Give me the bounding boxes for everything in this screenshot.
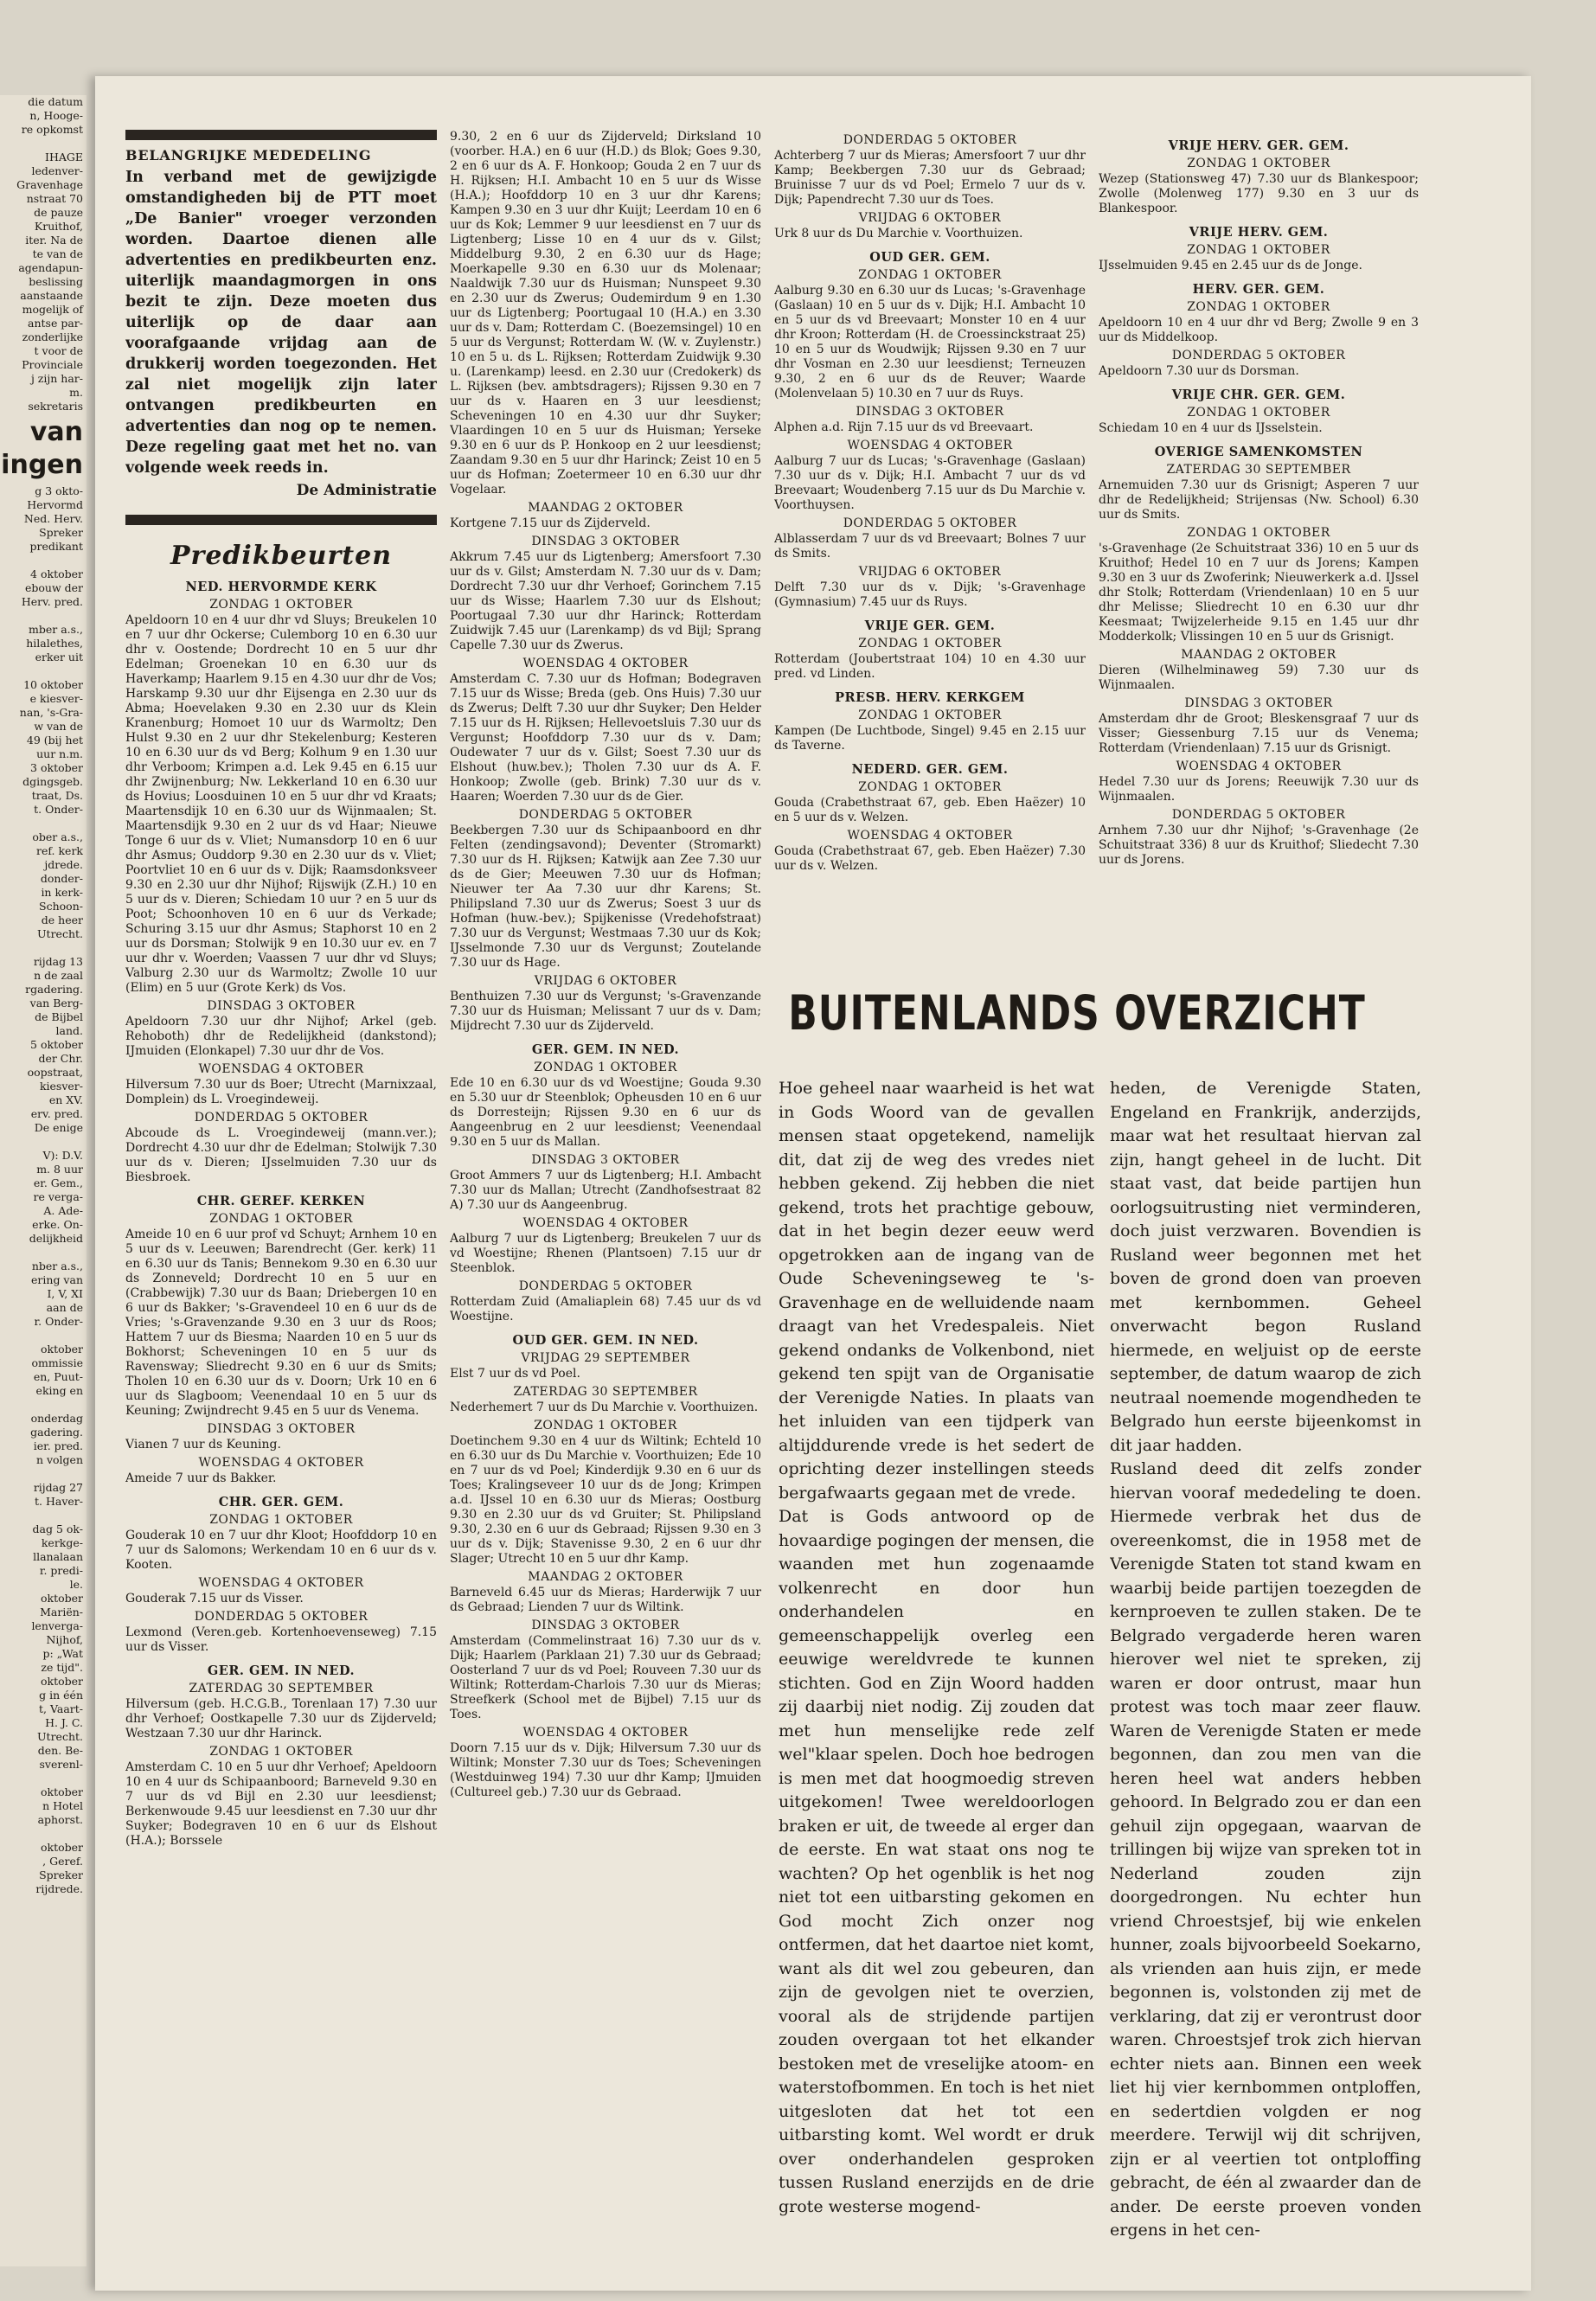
left-fragment-line: oktober (40, 1785, 83, 1798)
day-heading: ZONDAG 1 OKTOBER (209, 1745, 353, 1759)
left-fragment-line: rijdag 13 (33, 955, 83, 968)
day-heading: MAANDAG 2 OKTOBER (528, 1570, 683, 1584)
left-fragment-line: Spreker (39, 526, 83, 539)
service-listing: Arnhem 7.30 uur dhr Nijhof; 's-Gravenhage (2e Schuitstraat 336) 8 uur ds Kruithof; Sliedecht 7.30 uur ds Jorens. (1099, 824, 1419, 867)
left-fragment-line (0, 1398, 87, 1412)
day-heading: ZONDAG 1 OKTOBER (1187, 243, 1330, 257)
left-fragment-line: en, Puut- (33, 1370, 83, 1383)
left-fragment-line (0, 1509, 87, 1522)
day-heading: ZONDAG 1 OKTOBER (1187, 526, 1330, 540)
column-4 (1099, 130, 1419, 960)
day-heading: VRIJDAG 29 SEPTEMBER (521, 1351, 690, 1365)
left-fragment-line: r. Onder- (34, 1315, 83, 1328)
left-fragment-line: A. Ade- (43, 1204, 83, 1217)
day-heading: MAANDAG 2 OKTOBER (1181, 648, 1336, 662)
service-listing: Achterberg 7 uur ds Mieras; Amersfoort 7 uur dhr Kamp; Beekbergen 7.30 uur ds Gebraad; Bruinisse 7 uur ds vd Poel; Ermelo 7 uur ds v. Dijk; Papendrecht 7.30 uur ds Toes. (774, 149, 1086, 207)
service-listing: Amsterdam dhr de Groot; Bleskensgraaf 7 uur ds Visser; Giessenburg 7.15 uur ds Venema; Rotterdam (Vriendenlaan) 7.15 uur ds Grisnigt. (1099, 712, 1419, 755)
day-heading: ZONDAG 1 OKTOBER (209, 598, 353, 612)
left-page-fragment (0, 95, 87, 2266)
day-heading: ZONDAG 1 OKTOBER (1187, 300, 1330, 314)
article-paragraph: heden, de Verenigde Staten, Engeland en Frankrijk, anderzijds, maar wat het resultaat hiervan zal zijn, hangt geheel in de lucht. Dit staat vast, dat beide partijen hun oorlogsuitrusting niet verminderen, doch juist verzwaren. Bovendien is Rusland weer begonnen met het boven de grond doen van proeven met kernbommen. Geheel onverwacht begon Rusland hiermede, en weljuist op de eerste september, de datum waarop de zich neutraal noemende mogendheden te Belgrado hun eerste bijeenkomst in dit jaar hadden. (1110, 1079, 1421, 1455)
church-heading: GER. GEM. IN NED. (207, 1663, 356, 1678)
left-fragment-line: agendapun- (18, 261, 83, 274)
service-listing: Schiedam 10 en 4 uur ds IJsselstein. (1099, 421, 1323, 435)
left-fragment-line: g 3 okto- (35, 484, 83, 497)
left-fragment-line: in kerk- (41, 886, 83, 899)
left-fragment-line: de Bijbel (35, 1010, 83, 1023)
day-heading: VRIJDAG 6 OKTOBER (534, 974, 677, 988)
left-fragment-line: delijkheid (29, 1232, 83, 1245)
service-listing: Gouderak 10 en 7 uur dhr Kloot; Hoofddorp 10 en 7 uur ds Salomons; Werkendam 10 en 6 uur ds v. Kooten. (125, 1529, 437, 1572)
left-fragment-line: onderdag (30, 1412, 83, 1425)
left-fragment-line: ier. pred. (33, 1439, 83, 1452)
left-fragment-line: oktober (40, 1841, 83, 1854)
left-fragment-line: oktober (40, 1343, 83, 1356)
left-fragment-lines-top (0, 95, 87, 413)
day-heading: WOENSDAG 4 OKTOBER (522, 657, 689, 670)
left-fragment-line: Provinciale (22, 358, 83, 371)
day-heading: WOENSDAG 4 OKTOBER (847, 829, 1013, 843)
church-heading: PRESB. HERV. KERKGEM (835, 690, 1025, 705)
left-fragment-line: V): D.V. (42, 1149, 83, 1162)
day-heading: DONDERDAG 5 OKTOBER (1171, 349, 1346, 362)
church-heading: OUD GER. GEM. IN NED. (512, 1333, 699, 1348)
notice-signature: De Administratie (296, 482, 437, 499)
left-fragment-line: iter. Na de (25, 234, 83, 247)
left-fragment-line: Utrecht. (37, 1730, 83, 1743)
left-fragment-line: n, Hooge- (29, 109, 83, 122)
service-listing: Wezep (Stationsweg 47) 7.30 uur ds Blankespoor; Zwolle (Molenweg 177) 9.30 en 3 uur ds Blankespoor. (1099, 172, 1419, 215)
service-listing: Akkrum 7.45 uur ds Ligtenberg; Amersfoort 7.30 uur ds v. Gilst; Amsterdam N. 7.30 uur ds v. Dam; Dordrecht 7.30 uur dhr Verhoef; Gorinchem 7.15 uur ds Wisse; Haarlem 7.30 uur ds Elshout; Poortugaal 7.30 uur dhr Harinck; Rotterdam Zuidwijk 7.45 uur (Larenkamp) ds vd Bijl; Sprang Capelle 7.30 uur ds Zwerus. (450, 550, 761, 652)
left-fragment-line (0, 1246, 87, 1259)
left-fragment-line: n Hotel (42, 1799, 83, 1812)
left-fragment-line: predikant (29, 540, 83, 553)
day-heading: DINSDAG 3 OKTOBER (531, 1618, 680, 1632)
left-fragment-line (0, 1772, 87, 1785)
day-heading: DINSDAG 3 OKTOBER (207, 999, 356, 1013)
left-fragment-line: der Chr. (38, 1052, 83, 1065)
day-heading: DONDERDAG 5 OKTOBER (518, 808, 693, 822)
day-heading: WOENSDAG 4 OKTOBER (198, 1576, 364, 1590)
service-listing: Barneveld 6.45 uur ds Mieras; Harderwijk 7 uur ds Gebraad; Lienden 7 uur ds Wiltink. (450, 1586, 761, 1614)
left-fragment-line: den. Be- (37, 1744, 83, 1757)
church-heading: NEDERD. GER. GEM. (851, 762, 1009, 777)
left-fragment-line: de heer (41, 913, 83, 926)
left-fragment-line: Kruithof, (34, 220, 83, 233)
article-paragraph: Dat is Gods antwoord op de hovaardige pogingen der mensen, die waanden met hun zogenaamde volkenrecht en door hun onderhandelen en gemeenschappelijk overleg een eeuwige wereldvrede te kunnen stichten. God en Zijn Woord hadden zij daarbij niet nodig. Zij zouden dat met hun menselijke rede zelf wel"klaar spelen. Doch hoe bedrogen is men met dat hoogmoedig streven uitgekomen! Twee wereldoorlogen braken er uit, de tweede al erger dan de eerste. En wat staat ons nog te wachten? Op het ogenblik is het nog niet tot een uitbarsting gekomen en God mocht Zich onzer nog ontfermen, dat het daartoe niet komt, want als dit wel zou gebeuren, dan zijn de gevolgen niet te overzien, vooral als de strijdende partijen zouden overgaan tot het elkander bestoken met de vreselijke atoom- en waterstofbommen. En toch is het niet uitgesloten dat het tot een uitbarsting komt. Wel wordt er druk over onderhandelen gesproken tussen Rusland enerzijds en de drie grote westerse mogend- (779, 1507, 1094, 2216)
day-heading: WOENSDAG 4 OKTOBER (847, 439, 1013, 452)
left-fragment-line: kiesver- (39, 1080, 83, 1093)
left-fragment-line: aan de (46, 1301, 83, 1314)
left-fragment-line: rgadering. (25, 983, 83, 996)
left-fragment-line: Nijhof, (46, 1633, 83, 1646)
left-fragment-heading-2: ingen (1, 450, 83, 480)
left-fragment-line: ebouw der (24, 581, 83, 594)
service-listing: Apeldoorn 7.30 uur ds Dorsman. (1099, 364, 1299, 378)
left-fragment-line: oktober (40, 1592, 83, 1605)
left-fragment-line: erker uit (35, 651, 83, 663)
left-fragment-line: mogelijk of (22, 303, 83, 316)
left-fragment-line: re verga- (33, 1190, 83, 1203)
day-heading: DONDERDAG 5 OKTOBER (1171, 808, 1346, 822)
day-heading: WOENSDAG 4 OKTOBER (522, 1216, 689, 1230)
service-listing: Urk 8 uur ds Du Marchie v. Voorthuizen. (774, 227, 1023, 240)
day-heading: ZATERDAG 30 SEPTEMBER (1166, 463, 1351, 477)
left-fragment-line: r. predi- (39, 1564, 83, 1577)
left-fragment-line: donder- (40, 872, 83, 885)
service-listing: Doorn 7.15 uur ds v. Dijk; Hilversum 7.30 uur ds Wiltink; Monster 7.30 uur ds Toes; Scheveningen (Westduinweg 194) 7.30 uur dhr Kamp; IJmuiden (Cultureel geb.) 7.30 uur ds Gebraad. (450, 1741, 761, 1799)
left-fragment-line: sverenl- (39, 1758, 83, 1771)
day-heading: ZONDAG 1 OKTOBER (858, 780, 1002, 794)
day-heading: DONDERDAG 5 OKTOBER (843, 133, 1017, 147)
left-fragment-line: 4 oktober (30, 567, 83, 580)
day-heading: DINSDAG 3 OKTOBER (531, 1153, 680, 1167)
notice-bottom-rule (125, 515, 437, 525)
service-listing: Amsterdam C. 7.30 uur ds Hofman; Bodegraven 7.15 uur ds Wisse; Breda (geb. Ons Huis) 7.30 uur ds Zwerus; Delft 7.30 uur dhr Suyker; Den Helder 7.15 uur ds H. Rijksen; Hellevoetsluis 7.30 uur ds Vergunst; Hoofddorp 7.30 uur ds v. Dam; Oudewater 7 uur ds v. Gilst; Soest 7.30 uur ds Elshout (huw.bev.); Tholen 7.30 uur ds A. F. Honkoop; Zwolle (geb. Brink) 7.30 uur ds v. Haaren; Woerden 7.30 uur ds de Gier. (450, 672, 761, 804)
service-listing: Gouda (Crabethstraat 67, geb. Eben Haëzer) 7.30 uur ds v. Welzen. (774, 844, 1086, 873)
left-fragment-line: g in één (39, 1689, 83, 1702)
left-fragment-line: j zijn har- (30, 372, 83, 385)
left-fragment-line (0, 1135, 87, 1149)
service-listing: IJsselmuiden 9.45 en 2.45 uur ds de Jonge. (1099, 259, 1362, 272)
left-fragment-line: m. (69, 386, 83, 399)
column-2-listings (450, 130, 761, 1800)
service-listing: Ameide 10 en 6 uur prof vd Schuyt; Arnhem 10 en 5 uur ds v. Leeuwen; Barendrecht (Ger. kerk) 11 en 6.30 uur ds Tanis; Bennekom 9.30 en 6.30 uur ds Zonneveld; Dordrecht 10 en 5 uur en (Crabbewijk) 7.30 uur ds Baan; Driebergen 10 en 6 uur ds Bakker; 's-Gravendeel 10 en 6 uur ds de Vries; 's-Gravenzande 9.30 en 3 uur ds Roos; Hattem 7 uur ds Biesma; Naarden 10 en 5 uur ds Bokhorst; Scheveningen 10 en 5 uur ds Ravensway; Sliedrecht 9.30 en 6 uur ds Smits; Tholen 10 en 6.30 uur ds v. Doorn; Urk 10 en 6 uur ds Slagboom; Veenendaal 10 en 5 uur ds Keuning; Zwijndrecht 9.45 en 5 uur ds Venema. (125, 1227, 437, 1418)
day-heading: VRIJDAG 6 OKTOBER (858, 211, 1002, 225)
day-heading: WOENSDAG 4 OKTOBER (198, 1062, 364, 1076)
day-heading: DINSDAG 3 OKTOBER (531, 535, 680, 548)
service-listing: Ede 10 en 6.30 uur ds vd Woestijne; Gouda 9.30 en 5.30 uur dr Steenblok; Opheusden 10 en 6 uur ds Dorresteijn; Rijssen 9.30 en 6 uur ds Aangeenbrug en 2 uur leesdienst; Veenendaal 9.30 en 5 uur ds Mallan. (450, 1076, 761, 1149)
service-listing: Kampen (De Luchtbode, Singel) 9.45 en 2.15 uur ds Taverne. (774, 724, 1086, 753)
notice-top-rule (125, 130, 437, 140)
service-listing: Kortgene 7.15 uur ds Zijderveld. (450, 516, 651, 530)
left-fragment-line: dag 5 ok- (32, 1522, 83, 1535)
left-fragment-line: nber a.s., (31, 1259, 83, 1272)
day-heading: WOENSDAG 4 OKTOBER (198, 1456, 364, 1470)
day-heading: ZONDAG 1 OKTOBER (209, 1212, 353, 1226)
service-listing: Vianen 7 uur ds Keuning. (125, 1438, 281, 1452)
left-fragment-line: aphorst. (37, 1813, 83, 1826)
left-fragment-line: er. Gem., (33, 1176, 83, 1189)
day-heading: ZATERDAG 30 SEPTEMBER (513, 1385, 698, 1399)
service-listing: Rotterdam (Joubertstraat 104) 10 en 4.30 uur pred. vd Linden. (774, 652, 1086, 681)
left-fragment-line: p: „Wat (42, 1647, 83, 1660)
article-column-right (1110, 1077, 1421, 2279)
service-listing: Lexmond (Veren.geb. Kortenhoevenseweg) 7.15 uur ds Visser. (125, 1625, 437, 1654)
day-heading: DONDERDAG 5 OKTOBER (194, 1610, 369, 1624)
service-listing: Hilversum (geb. H.C.G.B., Torenlaan 17) 7.30 uur dhr Verhoef; Oostkapelle 7.30 uur ds Zijderveld; Westzaan 7.30 uur dhr Harinck. (125, 1697, 437, 1740)
left-fragment-line: kerkge- (41, 1536, 83, 1549)
left-fragment-line: Gravenhage (16, 178, 83, 191)
church-heading: VRIJE HERV. GEM. (1189, 225, 1329, 240)
service-listing: Elst 7 uur ds vd Poel. (450, 1367, 580, 1381)
day-heading: ZONDAG 1 OKTOBER (858, 268, 1002, 282)
left-fragment-line: t voor de (34, 344, 83, 357)
left-fragment-lines-bottom (0, 484, 87, 1896)
left-fragment-line: 5 oktober (30, 1038, 83, 1051)
left-fragment-line: mber a.s., (29, 623, 83, 636)
left-fragment-line: sekretaris (28, 400, 83, 413)
article-paragraph: Hoe geheel naar waarheid is het wat in Gods Woord van de gevallen mensen staat opgetekend, namelijk dit, dat zij de weg des vredes niet hebben gekend. Zij hebben die niet gekend, trots het prachtige gebouw, dat in het begin dezer eeuw werd opgetrokken aan de ingang van de Oude Scheveningseweg te 's-Gravenhage en de welluidende naam draagt van het Vredespaleis. Niet gekend ondanks de Volkenbond, niet gekend ten spijt van de Organisatie der Verenigde Naties. In plaats van het inluiden van een tijdperk van altijddurende vrede is het sedert de oprichting dezer instellingen steeds bergafwaarts gegaan met de vrede. (779, 1079, 1094, 1503)
service-listing: 9.30, 2 en 6 uur ds Zijderveld; Dirksland 10 (voorber. H.A.) en 6 uur (H.D.) ds Blok; Goes 9.30, 2 en 6 uur ds A. F. Honkoop; Gouda 2 en 7 uur ds H. Rijksen; H.I. Ambacht 10 en 5 uur ds Wisse (H.A.); Hoofddorp 10 en 3 uur dhr Karens; Kampen 9.30 en 3 uur dhr Kuijt; Leerdam 10 en 6 uur ds Kok; Lemmer 9 uur leesdienst en 7 uur ds Ligtenberg; Lisse 10 en 4 uur ds v. Gilst; Middelburg 9.30, 2 en 6.30 uur ds Hage; Moerkapelle 9.30 en 6.30 uur ds Molenaar; Naaldwijk 7.30 uur ds Huisman; Nunspeet 9.30 en 2.30 uur ds Zwerus; Oudemirdum 9 en 1.30 uur ds Ligtenberg; Poortugaal 10 (H.A.) en 3.30 uur ds v. Dam; Rotterdam C. (Boezemsingel) 10 en 5 uur ds Vergunst; Rotterdam W. (W. v. Zuylenstr.) 10 en 5 u. ds L. Rijksen; Rotterdam Zuidwijk 9.30 u. (Larenkamp) leesd. en 2.30 uur (Credokerk) ds L. Rijksen (bev. ambtsdragers); Rijssen 9.30 en 7 uur ds v. Haaren en 3 uur leesdienst; Scheveningen 10 en 4.30 uur dhr Suyker; Vlaardingen 10 en 5 uur ds Huisman; Yerseke 9.30 en 6 uur ds P. Honkoop en 2 uur leesdienst; Zaandam 9.30 en 5 uur dhr Harinck; Zeist 10 en 5 uur ds Hofman; Zoetermeer 10 en 6.30 uur dhr Vogelaar. (450, 130, 761, 497)
left-fragment-line: rijdrede. (35, 1882, 83, 1895)
service-listing: 's-Gravenhage (2e Schuitstraat 336) 10 en 5 uur ds Kruithof; Hedel 10 en 7 uur ds Jorens; Kampen 9.30 en 3 uur ds Zwoferink; Nieuwerkerk a.d. IJssel dhr Stolk; Rotterdam (Vriendenlaan) 10 en 5 uur dhr Melisse; Sliedrecht 10 en 6.30 uur dhr Keesmaat; Twijzelerheide 9.15 en 1.45 uur dhr Modderkolk; Vlissingen 10 en 5 uur ds Grisnigt. (1099, 542, 1419, 644)
left-fragment-line: ommissie (31, 1356, 83, 1369)
day-heading: DONDERDAG 5 OKTOBER (843, 516, 1017, 530)
day-heading: ZONDAG 1 OKTOBER (1187, 157, 1330, 170)
left-fragment-line: w van de (34, 720, 83, 733)
left-fragment-line: eking en (35, 1384, 83, 1397)
left-fragment-line: nstraat 70 (26, 192, 83, 205)
service-listing: Apeldoorn 10 en 4 uur dhr vd Berg; Zwolle 9 en 3 uur ds Middelkoop. (1099, 316, 1419, 344)
day-heading: ZONDAG 1 OKTOBER (1187, 406, 1330, 420)
article-paragraph: Rusland deed dit zelfs zonder hiervan vooraf mededeling te doen. Hiermede verbrak het dus de overeenkomst, die in 1958 met de Verenigde Staten tot stand kwam en waarbij beide partijen toezegden de kernproeven te zullen staken. De te Belgrado vergaderde heren waren hierover wel niet te spreken, zij waren er door ontrust, maar hun protest was toch maar zeer flauw. Waren de Verenigde Staten er mede begonnen, dan zou men van die heren heel wat anders hebben gehoord. In Belgrado zou er dan een gehuil zijn opgegaan, waarvan de trillingen bij wijze van spreken tot in Nederland zouden zijn doorgedrongen. Nu echter hun vriend Chroestsjef, bij wie enkelen hunner, zoals bijvoorbeeld Soekarno, als vrienden aan huis zijn, er mede begonnen is, volstonden zij met de verklaring, dat zij er verontrust door waren. Chroestsjef trok zich hiervan echter niets aan. Binnen een week liet hij vier kernbommen ontploffen, en sedertdien volgden er nog meerdere. Terwijl wij dit schrijven, zijn er al veertien tot ontploffing gebracht, de één al zwaarder dan de ander. De eerste proeven vonden ergens in het cen- (1110, 1459, 1421, 2240)
church-heading: VRIJE HERV. GER. GEM. (1168, 138, 1349, 153)
left-fragment-line: , Geref. (42, 1855, 83, 1868)
left-fragment-line: de pauze (34, 206, 83, 219)
day-heading: DONDERDAG 5 OKTOBER (194, 1111, 369, 1125)
left-fragment-line: dgingsgeb. (22, 775, 83, 788)
left-fragment-line: llanalaan (33, 1550, 83, 1563)
column-1-listings (125, 580, 437, 1849)
service-listing: Alblasserdam 7 uur ds vd Breevaart; Bolnes 7 uur ds Smits. (774, 532, 1086, 561)
left-fragment-line: van Berg- (29, 997, 83, 1009)
service-listing: Apeldoorn 7.30 uur dhr Nijhof; Arkel (geb. Rehoboth) dhr de Redelijkheid (dankstond); IJmuiden (Elonkapel) 7.30 uur dhr de Vos. (125, 1015, 437, 1058)
column-3-listings (774, 133, 1086, 874)
left-fragment-line: Mariën- (40, 1606, 83, 1618)
service-listing: Benthuizen 7.30 uur ds Vergunst; 's-Gravenzande 7.30 uur ds Huisman; Melissant 7 uur ds v. Dam; Mijdrecht 7.30 uur ds Zijderveld. (450, 990, 761, 1033)
left-fragment-line: nan, 's-Gra- (19, 706, 83, 719)
church-heading: OVERIGE SAMENKOMSTEN (1154, 445, 1363, 459)
left-fragment-line: aanstaande (20, 289, 83, 302)
day-heading: DINSDAG 3 OKTOBER (207, 1422, 356, 1436)
left-fragment-line (0, 137, 87, 151)
church-heading: VRIJE CHR. GER. GEM. (1171, 388, 1346, 402)
church-heading: VRIJE GER. GEM. (864, 619, 996, 633)
service-listing: Gouda (Crabethstraat 67, geb. Eben Haëzer) 10 en 5 uur ds v. Welzen. (774, 796, 1086, 824)
left-fragment-line: m. 8 uur (36, 1163, 83, 1176)
church-heading: OUD GER. GEM. (869, 250, 990, 265)
left-fragment-line: zonderlijke (22, 330, 83, 343)
left-fragment-line: Schoon- (39, 900, 83, 913)
left-fragment-line: 10 oktober (23, 678, 83, 691)
service-listing: Alphen a.d. Rijn 7.15 uur ds vd Breevaart. (774, 420, 1034, 434)
left-fragment-line: IHAGE (45, 151, 83, 163)
left-fragment-line: t. Haver- (35, 1495, 83, 1508)
left-fragment-line: antse par- (28, 317, 83, 330)
left-fragment-line: oktober (40, 1675, 83, 1688)
church-heading: NED. HERVORMDE KERK (185, 580, 377, 594)
left-fragment-line: Utrecht. (37, 927, 83, 940)
service-listing: Delft 7.30 uur ds v. Dijk; 's-Gravenhage (Gymnasium) 7.45 uur ds Ruys. (774, 580, 1086, 609)
left-fragment-heading-1: van (29, 417, 83, 447)
day-heading: ZONDAG 1 OKTOBER (534, 1061, 677, 1074)
left-fragment-line: en XV. (48, 1093, 83, 1106)
left-fragment-line (0, 1467, 87, 1481)
notice-box (125, 147, 437, 499)
section-title-predikbeurten: Predikbeurten (170, 541, 393, 571)
day-heading: WOENSDAG 4 OKTOBER (1176, 760, 1342, 773)
left-fragment-line: oopstraat, (27, 1066, 83, 1079)
left-fragment-line: Hervormd (27, 498, 83, 511)
left-fragment-line: Ned. Herv. (23, 512, 83, 525)
left-fragment-line: hilalethes, (26, 637, 83, 650)
service-listing: Aalburg 9.30 en 6.30 uur ds Lucas; 's-Gravenhage (Gaslaan) 10 en 5 uur ds v. Dijk; H.I. Ambacht 10 en 5 uur ds vd Breevaart; Monster 10 en 4 uur dhr Kroon; Rotterdam (H. de Croessinckstraat 25) 10 en 5 uur ds Woudwijk; Rijssen 9.30 en 7 uur dhr Vosman en 2.30 uur leesdienst; Terneuzen 9.30, 2 en 6 uur ds de Reuver; Waarde (Molenvelaan 5) 10.30 en 7 uur ds Ruys. (774, 284, 1086, 401)
left-fragment-line (0, 554, 87, 567)
service-listing: Dieren (Wilhelminaweg 59) 7.30 uur ds Wijnmaalen. (1099, 663, 1419, 692)
left-fragment-line: traat, Ds. (31, 789, 83, 802)
service-listing: Nederhemert 7 uur ds Du Marchie v. Voorthuizen. (450, 1400, 759, 1414)
service-listing: Amsterdam (Commelinstraat 16) 7.30 uur ds v. Dijk; Haarlem (Parklaan 21) 7.30 uur ds Gebraad; Oosterland 7 uur ds vd Poel; Rouveen 7.30 uur ds Wiltink; Rotterdam-Charlois 7.30 uur ds Mieras; Streefkerk (School met de Bijbel) 7.15 uur ds Toes. (450, 1634, 761, 1721)
left-fragment-line: 3 oktober (30, 761, 83, 774)
left-fragment-line: De enige (34, 1121, 83, 1134)
left-fragment-line: Spreker (39, 1868, 83, 1881)
left-fragment-line (0, 1827, 87, 1841)
church-heading: GER. GEM. IN NED. (531, 1042, 680, 1057)
left-fragment-line: ze tijd". (41, 1661, 83, 1674)
day-heading: ZONDAG 1 OKTOBER (209, 1513, 353, 1527)
day-heading: ZONDAG 1 OKTOBER (858, 637, 1002, 651)
left-fragment-line: I, V, XI (47, 1287, 83, 1300)
left-fragment-line: ering van (31, 1273, 83, 1286)
left-fragment-line: erv. pred. (30, 1107, 83, 1120)
notice-text: In verband met de gewijzigde omstandigheden bij de PTT moet „De Banier" vroeger verzonden worden. Daartoe dienen alle advertenties en predikbeurten enz. uiterlijk maandagmorgen in ons bezit te zijn. Deze moeten dus uiterlijk op de daar aan voorafgaande vrijdag aan de drukkerij worden toegezonden. Het zal niet mogelijk zijn later ontvangen predikbeurten en advertenties dan nog op te nemen. Deze regeling gaat met het no. van volgende week reeds in. (125, 169, 437, 477)
article-column-left (779, 1077, 1094, 2279)
service-listing: Hilversum 7.30 uur ds Boer; Utrecht (Marnixzaal, Domplein) ds L. Vroegindeweij. (125, 1078, 437, 1106)
service-listing: Beekbergen 7.30 uur ds Schipaanboord en dhr Felten (zendingsavond); Deventer (Stromarkt) 7.30 uur ds H. Rijksen; Katwijk aan Zee 7.30 uur ds de Gier; Meeuwen 7.30 uur ds Hofman; Nieuwer ter Aa 7.30 uur dhr Karens; St. Philipsland 7.30 uur ds Zwerus; Soest 3 uur ds Hofman (huw.-bev.); Spijkenisse (Vredehofstraat) 7.30 uur ds Vergunst; Westmaas 7.30 uur ds Kok; IJsselmonde 7.30 uur ds Vergunst; Zoutelande 7.30 uur ds Hage. (450, 824, 761, 970)
service-listing: Rotterdam Zuid (Amaliaplein 68) 7.45 uur ds vd Woestijne. (450, 1295, 761, 1324)
left-fragment-line: 49 (bij het (26, 734, 83, 747)
day-heading: DONDERDAG 5 OKTOBER (518, 1279, 693, 1293)
service-listing: Groot Ammers 7 uur ds Ligtenberg; H.I. Ambacht 7.30 uur ds Mallan; Utrecht (Zandhofsestraat 82 A) 7.30 uur ds Aangeenbrug. (450, 1169, 761, 1212)
left-fragment-line (0, 1329, 87, 1343)
service-listing: Hedel 7.30 uur ds Jorens; Reeuwijk 7.30 uur ds Wijnmaalen. (1099, 775, 1419, 804)
day-heading: DINSDAG 3 OKTOBER (856, 405, 1004, 419)
left-fragment-line: re opkomst (21, 123, 83, 136)
left-fragment-line: Herv. pred. (21, 595, 83, 608)
left-fragment-line: H. J. C. (45, 1716, 83, 1729)
left-fragment-line: die datum (28, 95, 83, 108)
left-fragment-line: e kiesver- (29, 692, 83, 705)
left-fragment-line: beslissing (29, 275, 83, 288)
left-fragment-line: te van de (32, 247, 83, 260)
church-heading: HERV. GER. GEM. (1192, 282, 1325, 297)
left-fragment-line (0, 664, 87, 678)
left-fragment-line: t. Onder- (34, 803, 83, 816)
left-fragment-line: lenverga- (31, 1619, 83, 1632)
left-fragment-line: ledenver- (31, 164, 83, 177)
service-listing: Arnemuiden 7.30 uur ds Grisnigt; Asperen 7 uur dhr de Redelijkheid; Strijensas (Nw. School) 6.30 uur ds Smits. (1099, 478, 1419, 522)
service-listing: Gouderak 7.15 uur ds Visser. (125, 1592, 304, 1606)
left-fragment-line: n volgen (35, 1453, 83, 1466)
service-listing: Apeldoorn 10 en 4 uur dhr vd Sluys; Breukelen 10 en 7 uur dhr Ockerse; Culemborg 10 en 6.30 uur dhr v. Oostende; Dordrecht 10 en 5 uur dhr Edelman; Groenekan 10 en 6.30 uur ds Haverkamp; Haarlem 9.15 en 4.30 uur dhr de Vos; Harskamp 9.30 uur dhr Eijsenga en 2.30 uur ds Abma; Hoevelaken 9.30 en 2.30 uur ds Klein Kranenburg; Homoet 10 uur ds Warmoltz; Den Hulst 9.30 en 2 uur dhr Stekelenburg; Kesteren 10 en 6.30 uur ds vd Berg; Kolhum 9 en 1.30 uur dhr Verboom; Krimpen a.d. Lek 9.45 en 6.15 uur dhr Zwijnenburg; Nw. Lekkerland 10 en 6.30 uur ds Hovius; Loosduinen 10 en 5 uur dhr vd Kraats; Maartensdijk 10 en 6.30 uur ds Wijnmaalen; St. Maartensdijk 9.30 en 2 uur ds vd Haar; Nieuwe Tonge 6 uur ds v. Vliet; Numansdorp 10 en 6 uur dhr Asmus; Ouddorp 9.30 en 2.30 uur ds v. Vliet; Poortvliet 10 en 6 uur ds v. Dijk; Raamsdonksveer 9.30 en 2.30 uur dhr Nijhof; Rijswijk (Z.H.) 10 en 5 uur ds v. Dieren; Schiedam 10 uur ? en 5 uur ds Poot; Schoonhoven 10 en 6 uur ds Verkade; Schuring 3.15 uur dhr Asmus; Staphorst 10 en 2 uur ds Dorsman; Stolwijk 9 en 10.30 uur ev. en 7 uur dhr v. Woerden; Vaassen 7 uur dhr vd Sluys; Valburg 2.30 uur ds Warmoltz; Zwolle 10 uur (Elim) en 5 uur (Grote Kerk) ds Vos. (125, 613, 437, 995)
article-headline: BUITENLANDS OVERZICHT (788, 986, 1366, 1042)
left-fragment-line: erke. On- (32, 1218, 83, 1231)
service-listing: Aalburg 7 uur ds Ligtenberg; Breukelen 7 uur ds vd Woestijne; Rhenen (Plantsoen) 7.15 uur dr Steenblok. (450, 1232, 761, 1275)
church-heading: CHR. GER. GEM. (218, 1495, 344, 1509)
notice-title: BELANGRIJKE MEDEDELING (125, 147, 372, 163)
left-fragment-line (0, 941, 87, 955)
column-3 (774, 130, 1086, 960)
left-fragment-line: rijdag 27 (33, 1481, 83, 1494)
left-fragment-line: uur n.m. (36, 747, 83, 760)
day-heading: VRIJDAG 6 OKTOBER (858, 565, 1002, 579)
column-1 (125, 130, 437, 2275)
left-fragment-line: t, Vaart- (39, 1702, 83, 1715)
service-listing: Abcoude ds L. Vroegindeweij (mann.ver.); Dordrecht 4.30 uur dhr de Edelman; Stolwijk 7.30 uur ds v. Dieren; IJsselmuiden 7.30 uur ds Biesbroek. (125, 1126, 437, 1184)
left-fragment-line: ober a.s., (32, 830, 83, 843)
left-fragment-line: n de zaal (34, 969, 83, 982)
day-heading: ZONDAG 1 OKTOBER (858, 708, 1002, 722)
day-heading: ZATERDAG 30 SEPTEMBER (189, 1682, 374, 1695)
service-listing: Ameide 7 uur ds Bakker. (125, 1471, 277, 1485)
column-2 (450, 130, 761, 2275)
left-fragment-line: ref. kerk (35, 844, 83, 857)
column-4-listings (1099, 138, 1419, 868)
day-heading: DINSDAG 3 OKTOBER (1184, 696, 1333, 710)
left-fragment-line: gadering. (30, 1426, 83, 1439)
church-heading: CHR. GEREF. KERKEN (196, 1194, 366, 1208)
service-listing: Doetinchem 9.30 en 4 uur ds Wiltink; Echteld 10 en 6.30 uur ds Du Marchie v. Voorthuizen; Ede 10 en 7 uur ds vd Poel; Kinderdijk 9.30 en 6 uur ds Toes; Kralingseveer 10 uur ds de Jong; Krimpen a.d. IJssel 10 en 6.30 uur ds Mieras; Oostburg 9.30 en 2.30 uur ds vd Gruiter; St. Philipsland 9.30, 2.30 en 6 uur ds Gebraad; Rijssen 9.30 en 3 uur ds v. Dijk; Stavenisse 9.30, 2 en 6 uur dhr Slager; Utrecht 10 en 5 uur dhr Kamp. (450, 1434, 761, 1566)
left-fragment-line (0, 817, 87, 830)
service-listing: Aalburg 7 uur ds Lucas; 's-Gravenhage (Gaslaan) 7.30 uur ds v. Dijk; H.I. Ambacht 7 uur ds vd Breevaart; Woudenberg 7.15 uur ds Du Marchie v. Voorthuysen. (774, 454, 1086, 512)
day-heading: WOENSDAG 4 OKTOBER (522, 1726, 689, 1740)
left-fragment-line: land. (55, 1024, 83, 1037)
left-fragment-line: le. (69, 1578, 83, 1591)
service-listing: Amsterdam C. 10 en 5 uur dhr Verhoef; Apeldoorn 10 en 4 uur ds Schipaanboord; Barneveld 9.30 en 7 uur ds vd Bijl en 2.30 uur leesdienst; Berkenwoude 9.45 uur leesdienst en 7.30 uur dhr Suyker; Bodegraven 10 en 6 uur ds Elshout (H.A.); Borssele (125, 1760, 437, 1848)
day-heading: MAANDAG 2 OKTOBER (528, 501, 683, 515)
left-fragment-line (0, 609, 87, 623)
day-heading: ZONDAG 1 OKTOBER (534, 1419, 677, 1433)
left-fragment-line: jdrede. (44, 858, 83, 871)
